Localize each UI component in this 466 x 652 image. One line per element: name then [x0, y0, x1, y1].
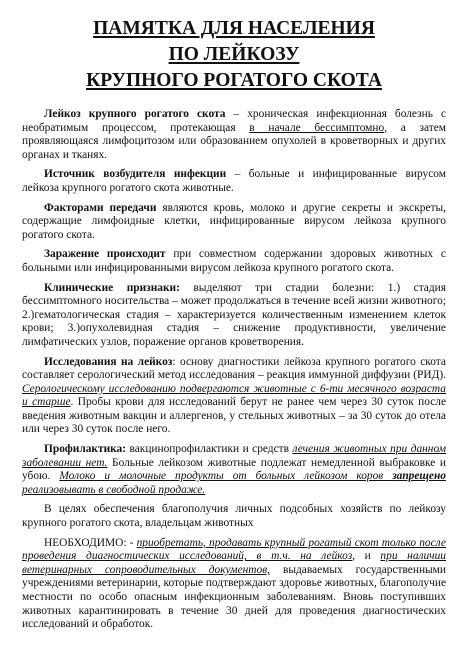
- necessary-italic-a: приобретать, продавать крупный рогатый скот только после проведения диагностических исследований, в т.ч. на лейкоз: [22, 536, 446, 563]
- research-italic: Серологическому исследованию подвергаются животные с 6-ти месячного возраста и старше: [22, 382, 446, 409]
- prevention-text-b: Больные лейкозом животные подлежат немедленной выбраковке и убою.: [22, 456, 446, 483]
- factors-term: Факторами передачи: [44, 201, 157, 214]
- factors-paragraph: [22, 202, 446, 243]
- intro-text-a: – хроническая инфекционная болезнь с необратимым процессом, протекающая: [22, 108, 447, 134]
- necessary-paragraph: [22, 537, 446, 632]
- necessary-text-b: выдаваемых государственными учреждениями ветеринарии, которые подтверждают здоровье животных, благополучие местности по особо опасным инфекционным заболеваниям. Вновь поступивших животных карантинировать в течение 30 дней для проведения диагностических исследований и обработок.: [22, 563, 446, 631]
- intro-text-b: , а затем проявляющаяся лимфоцитозом или образованием опухолей в кроветворных и других органах и тканях.: [22, 121, 446, 161]
- clinical-paragraph: [22, 282, 446, 350]
- prevention-italic-b: Молоко и молочные продукты от больных лейкозом коров: [59, 470, 393, 483]
- source-text: – больные и инфицированные вирусом лейкоза крупного рогатого скота животные.: [22, 168, 446, 194]
- intro-paragraph: [22, 108, 446, 162]
- intro-term: Лейкоз крупного рогатого скота: [44, 108, 226, 120]
- clinical-term: Клинические признаки:: [44, 281, 180, 294]
- prevention-italic-c: реализовывать в свободной продаже.: [22, 483, 206, 496]
- title-line-2: ПО ЛЕЙКОЗУ: [168, 44, 300, 65]
- aim-paragraph: В целях обеспечения благополучия личных подсобных хозяйств по лейкозу крупного рогатого скота, владельцам животных: [22, 503, 446, 530]
- prevention-term: Профилактика:: [44, 443, 127, 456]
- research-paragraph: [22, 356, 446, 438]
- prevention-text-a: вакцинопрофилактики и средств: [126, 443, 293, 456]
- research-text-b: . Пробы крови для исследований берут не ранее чем через 30 суток после введения животным вакцин и аллергенов, у стельных животных – за 30 суток до отела или через 30 суток после него.: [22, 396, 446, 436]
- infection-paragraph: [22, 248, 446, 275]
- prevention-paragraph: [22, 443, 446, 497]
- research-term: Исследования на лейкоз: [44, 355, 173, 368]
- source-paragraph: [22, 168, 446, 195]
- clinical-text: выделяют три стадии болезни: 1.) стадия бессимптомного носительства – может продолжаться в течение всей жизни животного; 2.)гематологическая стадия – характеризуется количественным изменением клеток крови; 3.)опухолевидная стадия – снижение продуктивности, увеличение лимфатических узлов, поражение органов кроветворения.: [22, 281, 446, 348]
- necessary-italic-b: при наличии ветеринарных сопроводительных документов,: [22, 550, 446, 576]
- factors-text: являются кровь, молоко и другие секреты и экскреты, содержащие лимфоидные клетки, инфицированные вирусом лейкоза крупного рогатого скота.: [22, 201, 447, 241]
- source-term: Источник возбудителя инфекции: [44, 168, 227, 181]
- infection-term: Заражение происходит: [44, 248, 166, 261]
- prevention-forbidden: запрещено: [392, 470, 446, 483]
- infection-text: при совместном содержании здоровых животных с больными или инфицированными вирусом лейкоза крупного рогатого скота.: [22, 248, 446, 274]
- prevention-italic-a: лечения животных при данном заболевании нет.: [22, 443, 446, 469]
- title-line-3: КРУПНОГО РОГАТОГО СКОТА: [86, 70, 382, 91]
- necessary-text-a: , и: [352, 550, 381, 563]
- page-title: [22, 16, 446, 94]
- title-line-1: ПАМЯТКА ДЛЯ НАСЕЛЕНИЯ: [93, 18, 375, 39]
- research-text-a: : основу диагностики лейкоза крупного рогатого скота составляет серологический метод исследования – реакция иммунной диффузии (РИД).: [22, 355, 446, 382]
- necessary-term: НЕОБХОДИМО: -: [44, 536, 137, 549]
- intro-underlined: в начале бессимптомно: [249, 121, 385, 134]
